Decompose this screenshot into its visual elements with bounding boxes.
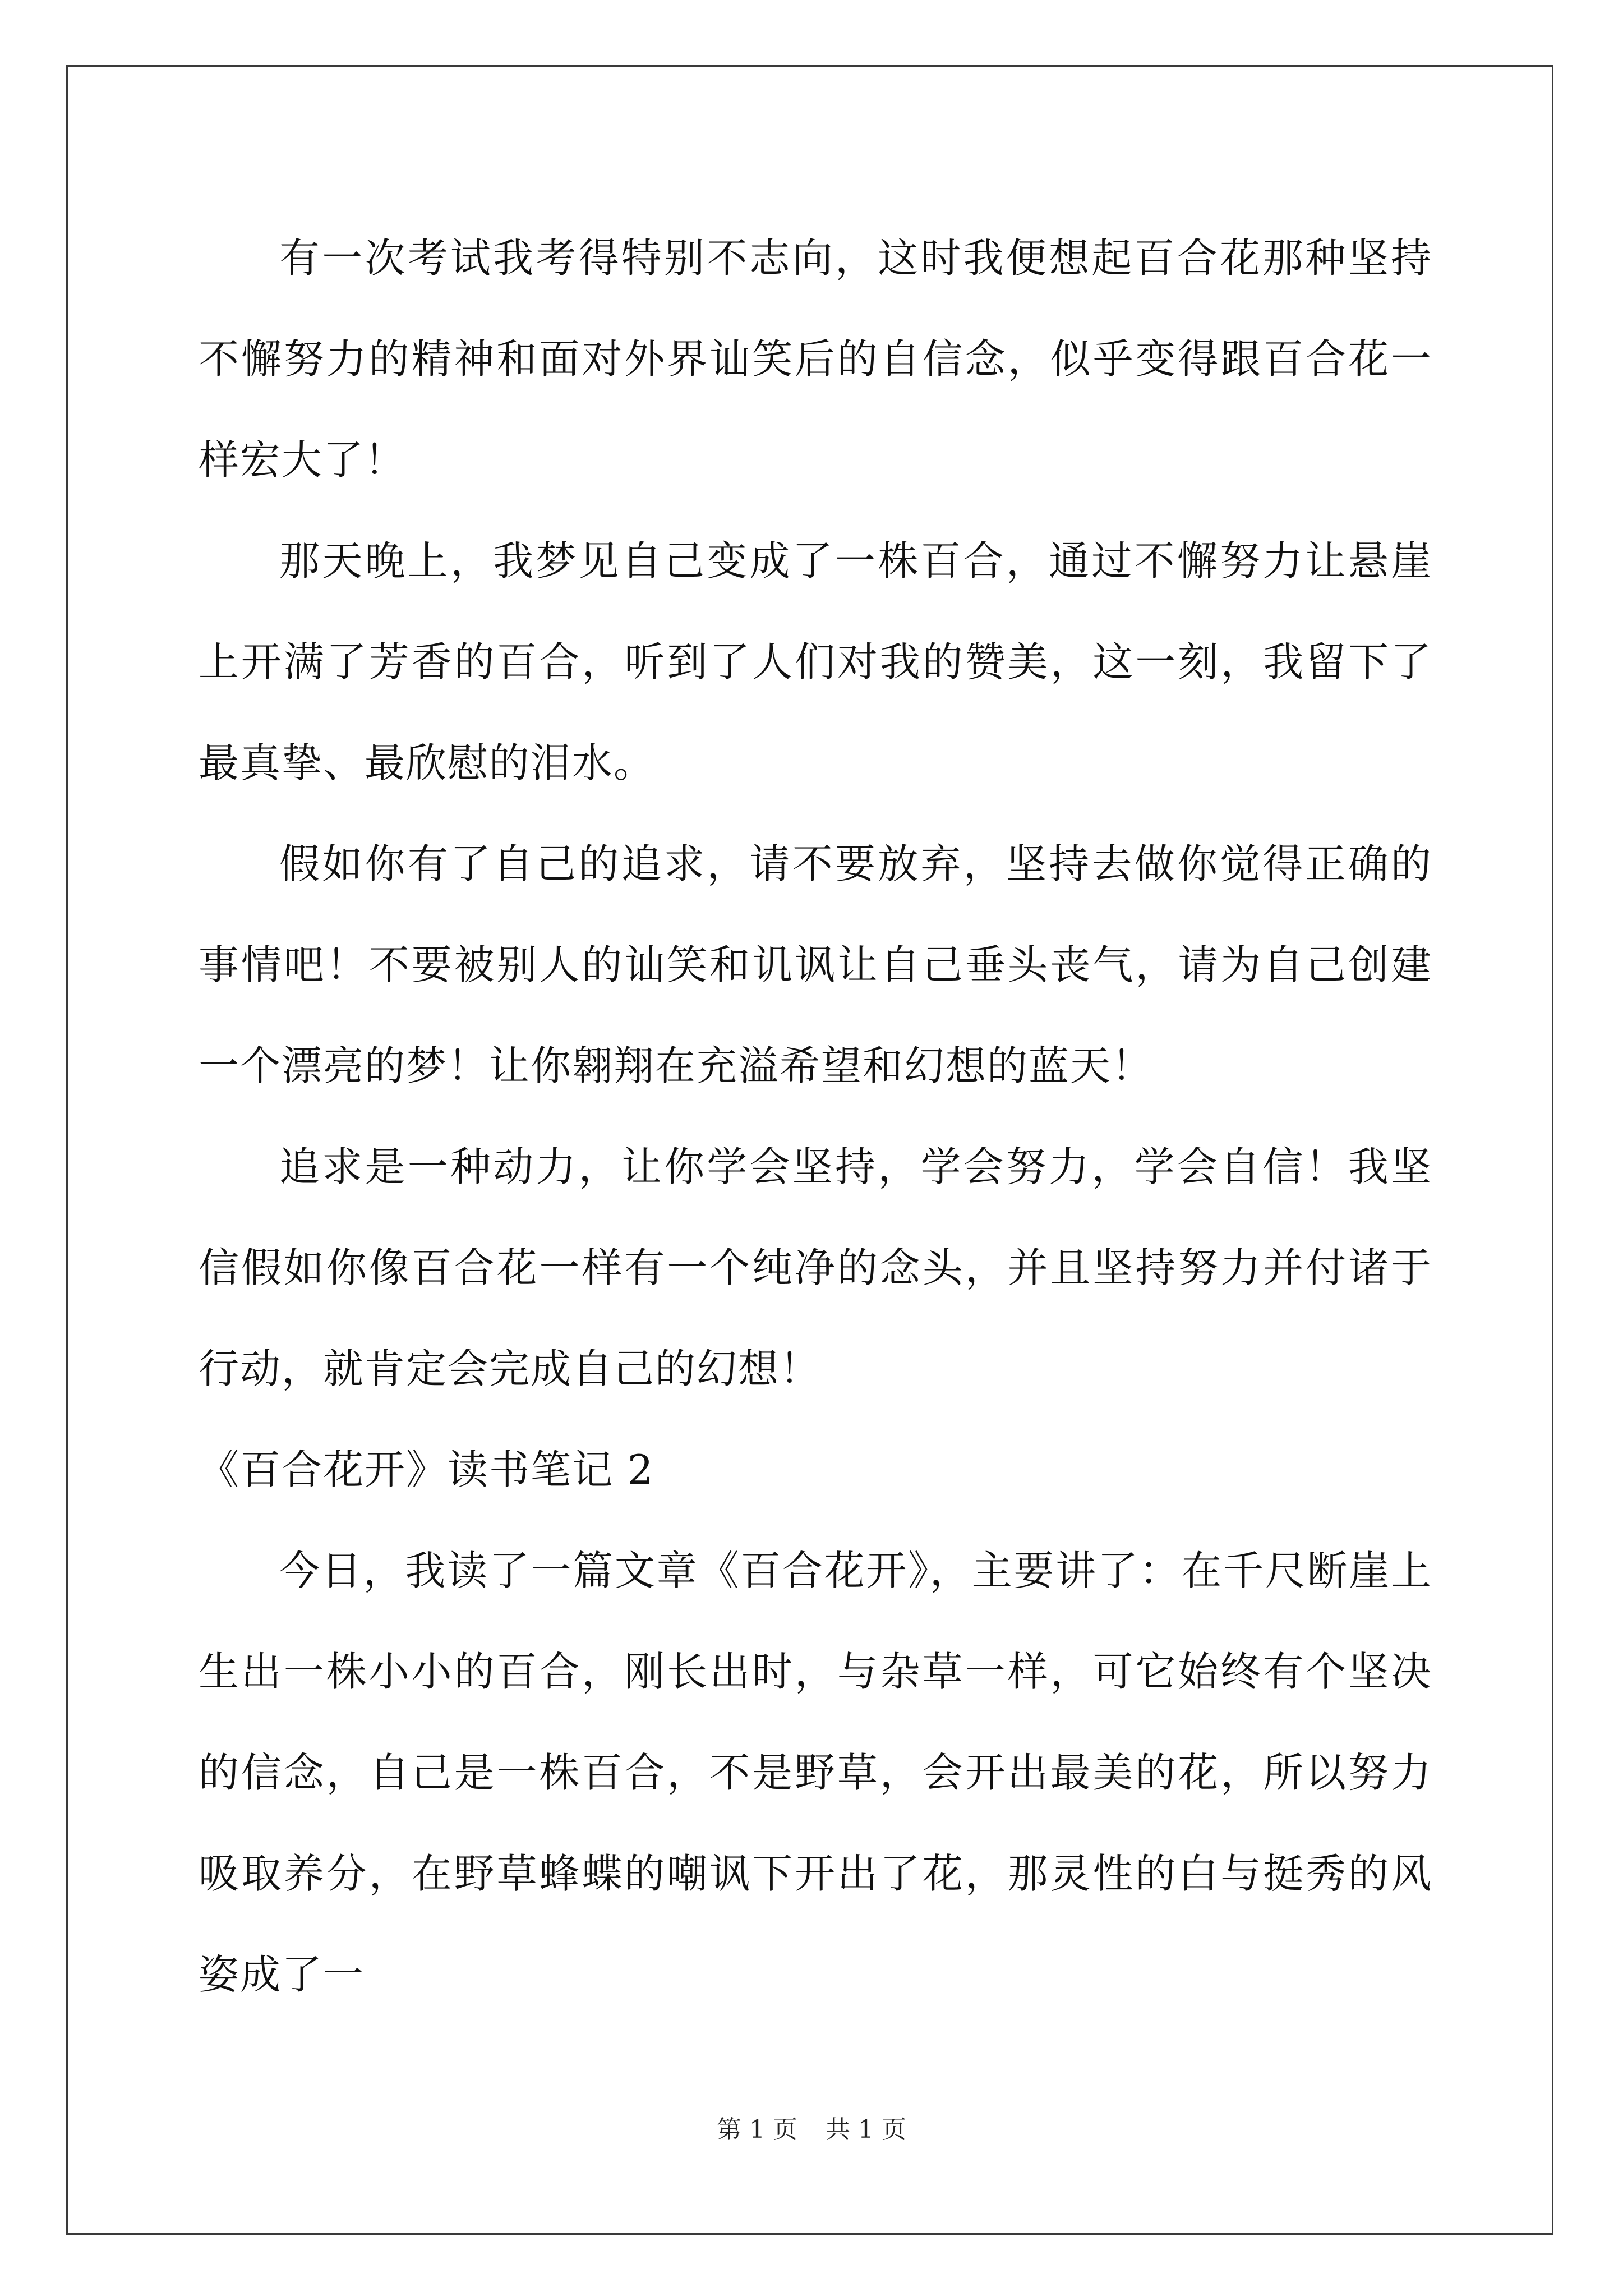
paragraph-2: 那天晚上，我梦见自己变成了一株百合，通过不懈努力让悬崖上开满了芳香的百合，听到了人们对我的赞美，这一刻，我留下了最真挚、最欣慰的泪水。 — [199, 537, 1432, 786]
document-body — [199, 208, 1432, 2025]
page-total: 共 1 页 — [826, 2115, 906, 2144]
paragraph-5: 今日，我读了一篇文章《百合花开》，主要讲了：在千尺断崖上生出一株小小的百合，刚长出时，与杂草一样，可它始终有个坚决的信念，自己是一株百合，不是野草，会开出最美的花，所以努力吸取养分，在野草蜂蝶的嘲讽下开出了花，那灵性的白与挺秀的风姿成了一 — [199, 1547, 1432, 1998]
paragraph-3: 假如你有了自己的追求，请不要放弃，坚持去做你觉得正确的事情吧！不要被别人的讪笑和讥讽让自己垂头丧气，请为自己创建一个漂亮的梦！让你翱翔在充溢希望和幻想的蓝天！ — [199, 840, 1432, 1089]
section-heading: 《百合花开》读书笔记 2 — [199, 1446, 654, 1493]
page-footer — [0, 2109, 1623, 2145]
page-number: 第 1 页 — [717, 2115, 797, 2144]
paragraph-1: 有一次考试我考得特别不志向，这时我便想起百合花那种坚持不懈努力的精神和面对外界讪笑后的自信念，似乎变得跟百合花一样宏大了！ — [199, 234, 1432, 484]
paragraph-4: 追求是一种动力，让你学会坚持，学会努力，学会自信！我坚信假如你像百合花一样有一个纯净的念头，并且坚持努力并付诸于行动，就肯定会完成自己的幻想！ — [199, 1143, 1432, 1392]
